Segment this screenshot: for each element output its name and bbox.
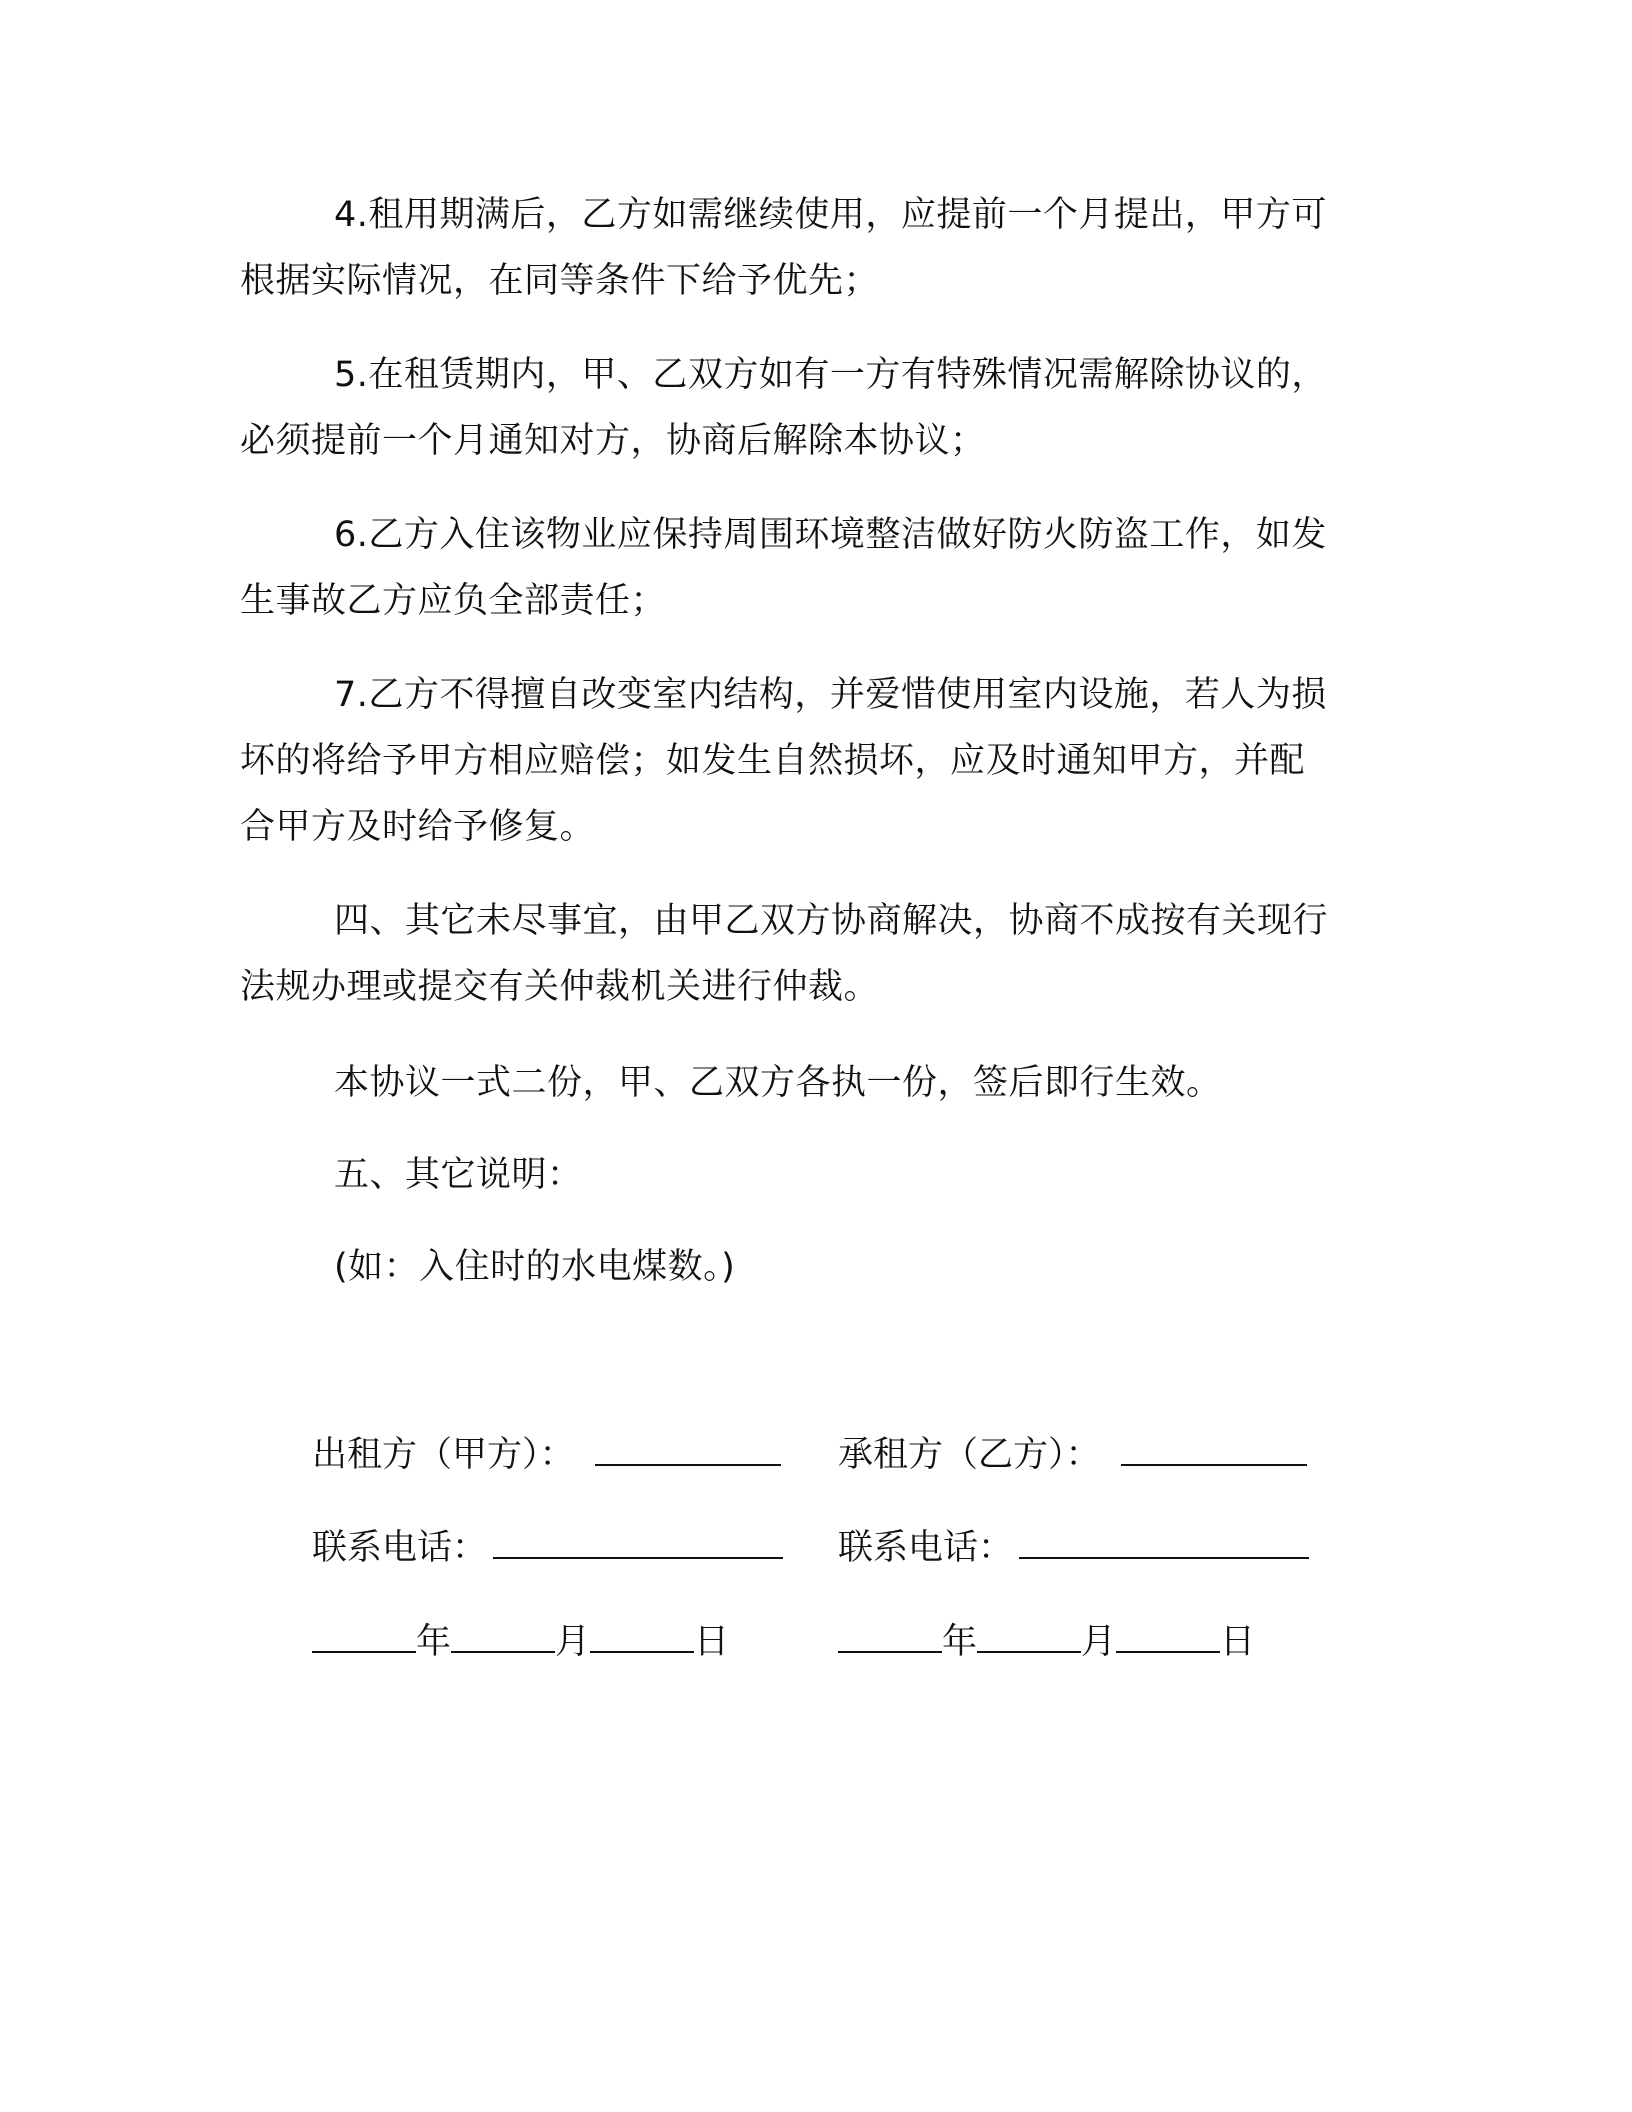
lessee-year-blank[interactable] bbox=[838, 1617, 942, 1653]
lessee-signature-blank[interactable] bbox=[1121, 1430, 1307, 1466]
lessee-month-label: 月 bbox=[1081, 1622, 1117, 1662]
section-5-note-line: (如：入住时的水电煤数。) bbox=[334, 1247, 736, 1287]
lessee-phone-label: 联系电话： bbox=[838, 1528, 1014, 1568]
lessee-year-label: 年 bbox=[942, 1622, 978, 1662]
section-4-line-1: 四、其它未尽事宜，由甲乙双方协商解决，协商不成按有关现行 bbox=[334, 901, 1329, 941]
lessee-day-label: 日 bbox=[1220, 1622, 1256, 1662]
lessor-year-blank[interactable] bbox=[312, 1617, 416, 1653]
lessor-signature bbox=[312, 1430, 781, 1480]
lessor-phone-label: 联系电话： bbox=[312, 1528, 488, 1568]
lessee-day-blank[interactable] bbox=[1116, 1617, 1220, 1653]
lessor-date bbox=[312, 1617, 729, 1667]
lessor-phone-blank[interactable] bbox=[493, 1523, 783, 1559]
lessor-day-label: 日 bbox=[694, 1622, 730, 1662]
clause-7-line-3: 合甲方及时给予修复。 bbox=[240, 807, 596, 847]
section-4-line-2: 法规办理或提交有关仲裁机关进行仲裁。 bbox=[240, 967, 880, 1007]
clause-5-line-2: 必须提前一个月通知对方，协商后解除本协议； bbox=[240, 421, 986, 461]
lessee-signature bbox=[838, 1430, 1307, 1480]
clause-5-line-1: 5.在租赁期内，甲、乙双方如有一方有特殊情况需解除协议的， bbox=[334, 355, 1327, 395]
lessor-day-blank[interactable] bbox=[590, 1617, 694, 1653]
clause-6-line-2: 生事故乙方应负全部责任； bbox=[240, 581, 667, 621]
clause-7-line-1: 7.乙方不得擅自改变室内结构，并爱惜使用室内设施，若人为损 bbox=[334, 675, 1327, 715]
lessee-date bbox=[838, 1617, 1255, 1667]
lessor-year-label: 年 bbox=[416, 1622, 452, 1662]
lessor-phone bbox=[312, 1523, 783, 1573]
clause-4-line-1: 4.租用期满后，乙方如需继续使用，应提前一个月提出，甲方可 bbox=[334, 195, 1327, 235]
lessor-month-label: 月 bbox=[555, 1622, 591, 1662]
clause-6-line-1: 6.乙方入住该物业应保持周围环境整洁做好防火防盗工作，如发 bbox=[334, 515, 1327, 555]
copies-statement-line: 本协议一式二份，甲、乙双方各执一份，签后即行生效。 bbox=[334, 1063, 1222, 1103]
lessee-label: 承租方（乙方）： bbox=[838, 1435, 1101, 1475]
lessee-month-blank[interactable] bbox=[977, 1617, 1081, 1653]
lessor-month-blank[interactable] bbox=[451, 1617, 555, 1653]
lessee-phone-blank[interactable] bbox=[1019, 1523, 1309, 1559]
section-5-line: 五、其它说明： bbox=[334, 1155, 583, 1195]
lessor-label: 出租方（甲方）： bbox=[312, 1435, 575, 1475]
lessor-signature-blank[interactable] bbox=[595, 1430, 781, 1466]
lessee-phone bbox=[838, 1523, 1309, 1573]
clause-7-line-2: 坏的将给予甲方相应赔偿；如发生自然损坏，应及时通知甲方，并配 bbox=[240, 741, 1306, 781]
clause-4-line-2: 根据实际情况，在同等条件下给予优先； bbox=[240, 261, 880, 301]
